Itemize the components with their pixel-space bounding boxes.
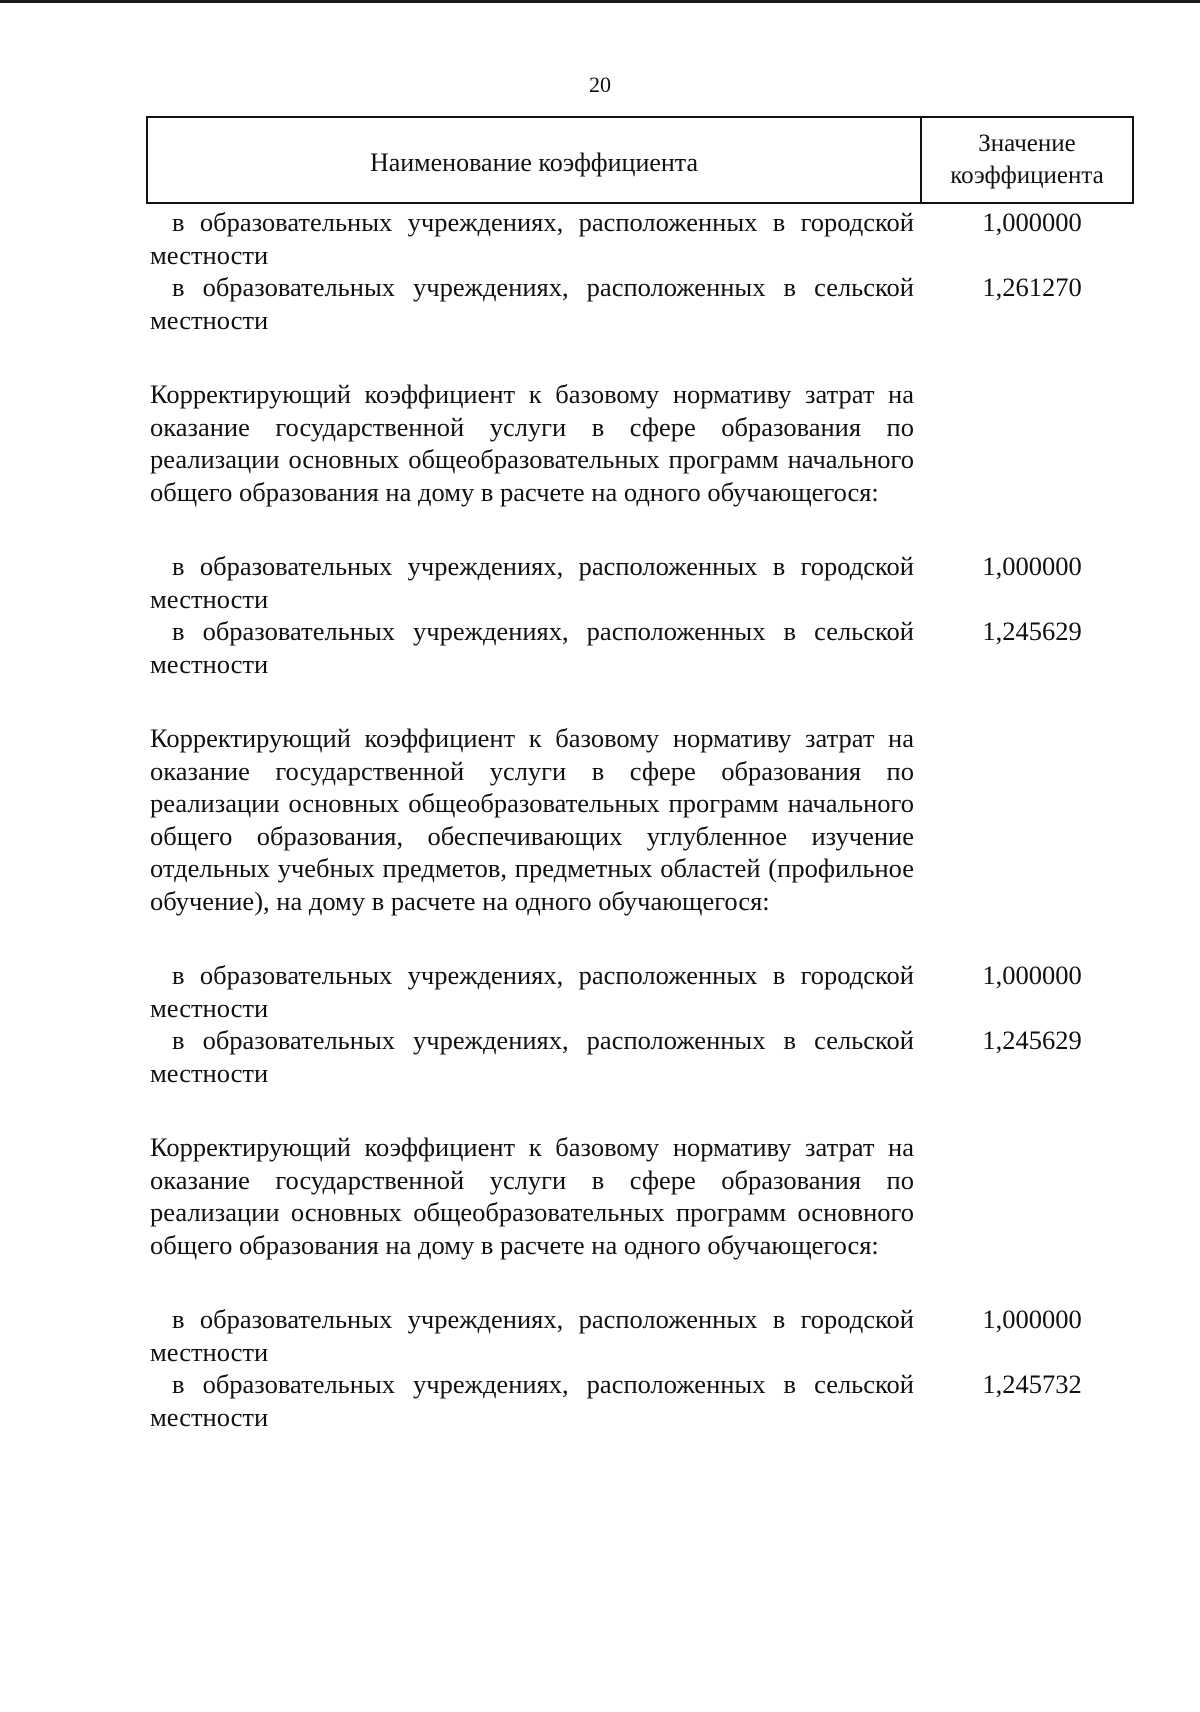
header-name-column: Наименование коэффициента (148, 118, 922, 202)
table-row (150, 1303, 1134, 1368)
row-value: 1,000000 (982, 1304, 1082, 1334)
coefficient-section (150, 1131, 1134, 1433)
section-heading: Корректирующий коэффициент к базовому нормативу затрат на оказание государственной услуги в сфере образования по реализации основных общеобразовательных программ основного общего образования на дому в расчете на одного обучающегося: (150, 1132, 914, 1260)
section-heading: Корректирующий коэффициент к базовому нормативу затрат на оказание государственной услуги в сфере образования по реализации основных общеобразовательных программ начального общего образования, обеспечивающих углубленное изучение отдельных учебных предметов, предметных областей (профильное обучение), на дому в расчете на одного обучающегося: (150, 723, 914, 916)
row-value: 1,261270 (982, 272, 1082, 302)
row-value: 1,000000 (982, 960, 1082, 990)
table-row (150, 206, 1134, 271)
table-row (150, 271, 1134, 336)
row-value: 1,245629 (982, 1025, 1082, 1055)
row-value: 1,000000 (982, 551, 1082, 581)
table-body (150, 206, 1134, 1433)
row-label: в образовательных учреждениях, расположенных в городской местности (150, 207, 914, 270)
page-number: 20 (589, 72, 611, 97)
row-label: в образовательных учреждениях, расположенных в сельской местности (150, 1025, 914, 1088)
page-top-edge (0, 0, 1200, 3)
table-row (150, 615, 1134, 680)
row-value: 1,245732 (982, 1369, 1082, 1399)
header-value-line2: коэффициента (950, 162, 1104, 189)
table-row (150, 959, 1134, 1024)
coefficient-section (150, 722, 1134, 1089)
row-label: в образовательных учреждениях, расположенных в городской местности (150, 1304, 914, 1367)
section-heading: Корректирующий коэффициент к базовому нормативу затрат на оказание государственной услуги в сфере образования по реализации основных общеобразовательных программ начального общего образования на дому в расчете на одного обучающегося: (150, 379, 914, 507)
row-label: в образовательных учреждениях, расположенных в сельской местности (150, 616, 914, 679)
row-label: в образовательных учреждениях, расположенных в городской местности (150, 551, 914, 614)
row-label: в образовательных учреждениях, расположенных в сельской местности (150, 272, 914, 335)
table-row (150, 550, 1134, 615)
header-value-line1: Значение (978, 130, 1076, 157)
table-header (146, 116, 1134, 204)
row-label: в образовательных учреждениях, расположенных в сельской местности (150, 1369, 914, 1432)
table-row (150, 1368, 1134, 1433)
row-label: в образовательных учреждениях, расположенных в городской местности (150, 960, 914, 1023)
header-value-column (922, 118, 1132, 202)
coefficient-section (150, 206, 1134, 336)
coefficient-section (150, 378, 1134, 680)
row-value: 1,245629 (982, 616, 1082, 646)
row-value: 1,000000 (982, 207, 1082, 237)
table-row (150, 1024, 1134, 1089)
